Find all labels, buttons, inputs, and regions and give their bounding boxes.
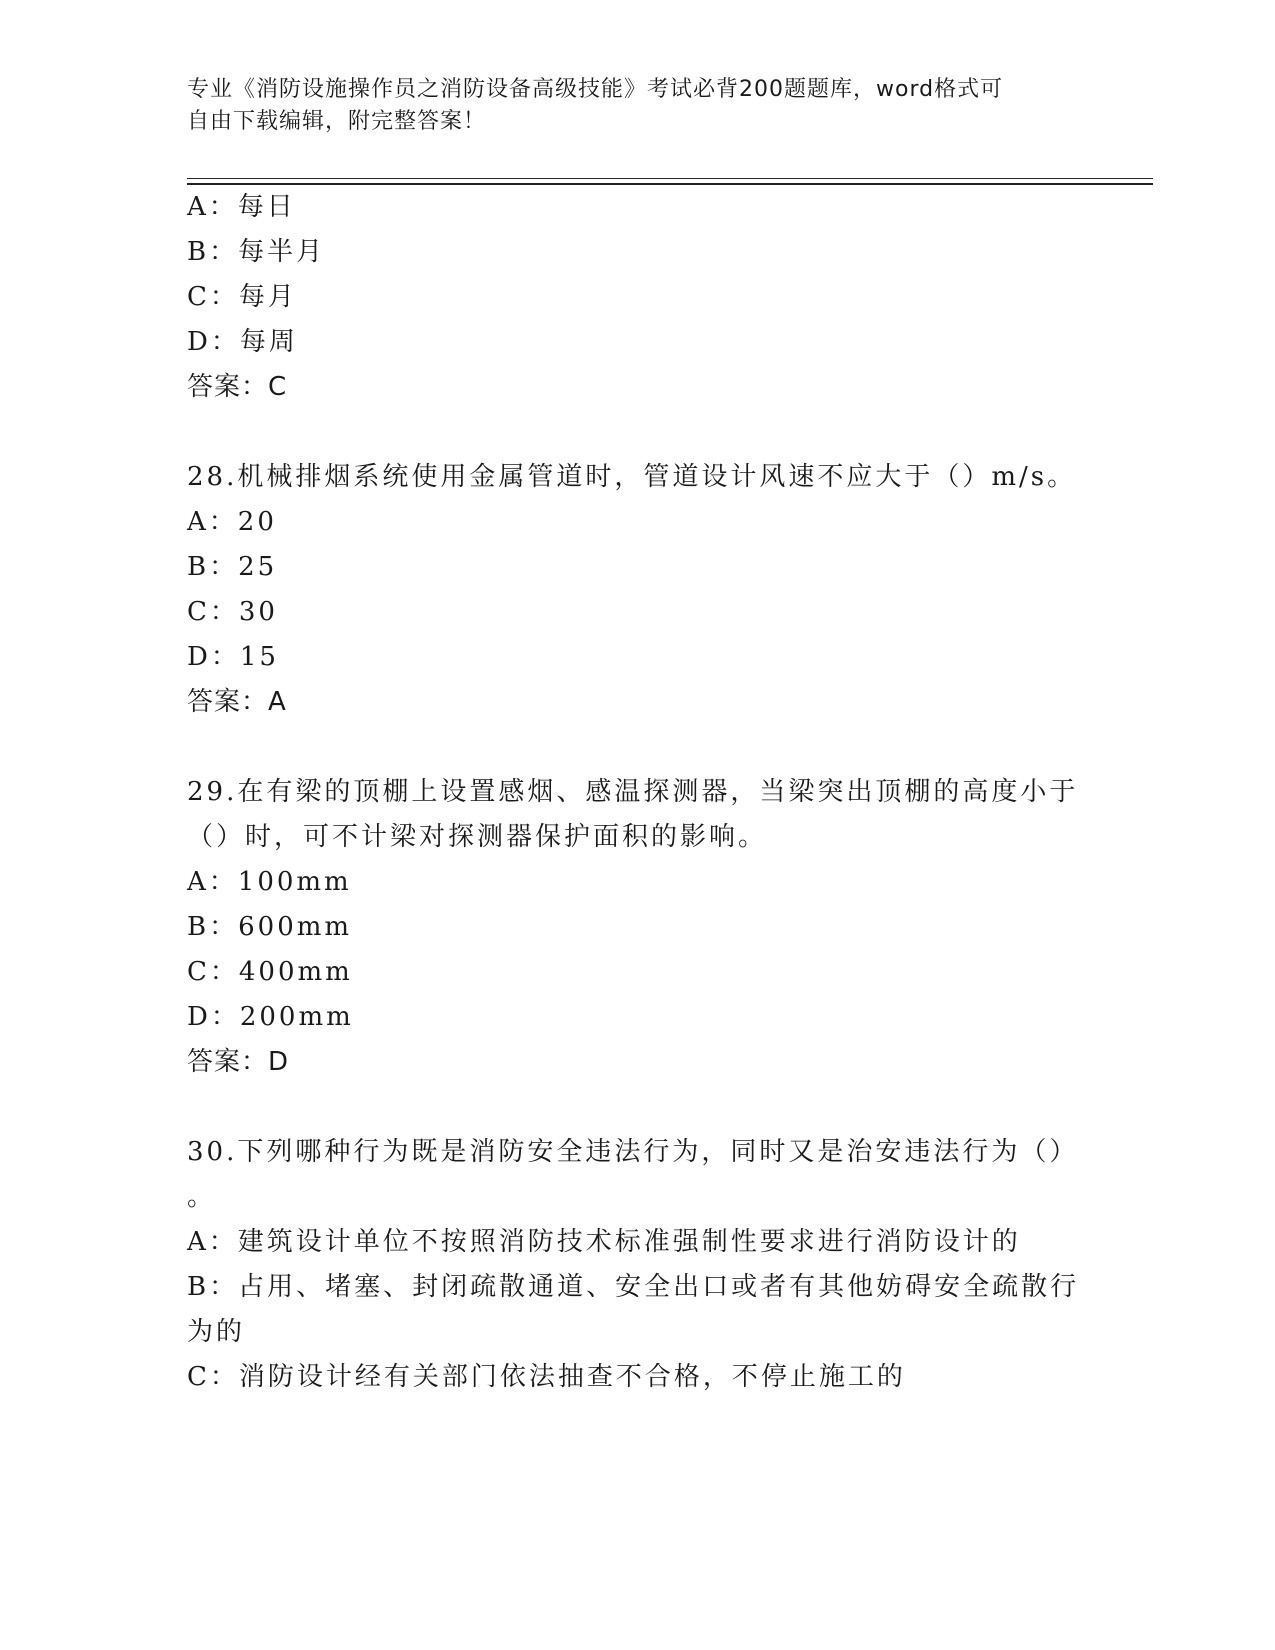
header-line-1: 专业《消防设施操作员之消防设备高级技能》考试必背200题题库，word格式可 [187,77,1004,102]
document-header [187,74,1087,138]
q30-stem-line-2: 。 [187,1182,217,1212]
q28-option-b: B：25 [187,552,278,582]
q27-option-a: A：每日 [187,192,296,222]
q27-option-b: B：每半月 [187,237,326,267]
q29-option-a: A：100mm [187,867,352,897]
q29-stem-line-2: （）时，可不计梁对探测器保护面积的影响。 [187,822,768,852]
q30-option-b-line-1: B：占用、堵塞、封闭疏散通道、安全出口或者有其他妨碍安全疏散行 [187,1272,1080,1302]
q27-option-c: C：每月 [187,282,297,312]
q29-option-d: D：200mm [187,1002,354,1032]
q27-option-d: D：每周 [187,327,298,357]
q28-option-c: C：30 [187,597,278,627]
q28-stem: 28.机械排烟系统使用金属管道时，管道设计风速不应大于（）m/s。 [187,462,1077,492]
q28-option-d: D：15 [187,642,279,672]
q29-option-b: B：600mm [187,912,353,942]
q29-stem-line-1: 29.在有梁的顶棚上设置感烟、感温探测器，当梁突出顶棚的高度小于 [187,777,1079,807]
header-divider-thin [187,178,1153,179]
q30-stem-line-1: 30.下列哪种行为既是消防安全违法行为，同时又是治安违法行为（） [187,1137,1079,1167]
header-line-2: 自由下载编辑，附完整答案！ [187,109,487,134]
q28-option-a: A：20 [187,507,277,537]
q30-option-c: C：消防设计经有关部门依法抽查不合格，不停止施工的 [187,1362,906,1392]
q28-answer: 答案：A [187,687,287,717]
q30-option-a: A：建筑设计单位不按照消防技术标准强制性要求进行消防设计的 [187,1227,1021,1257]
header-divider-thick [187,183,1153,185]
q27-answer: 答案：C [187,372,288,402]
q30-option-b-line-2: 为的 [187,1317,246,1347]
q29-option-c: C：400mm [187,957,353,987]
q29-answer: 答案：D [187,1047,290,1077]
